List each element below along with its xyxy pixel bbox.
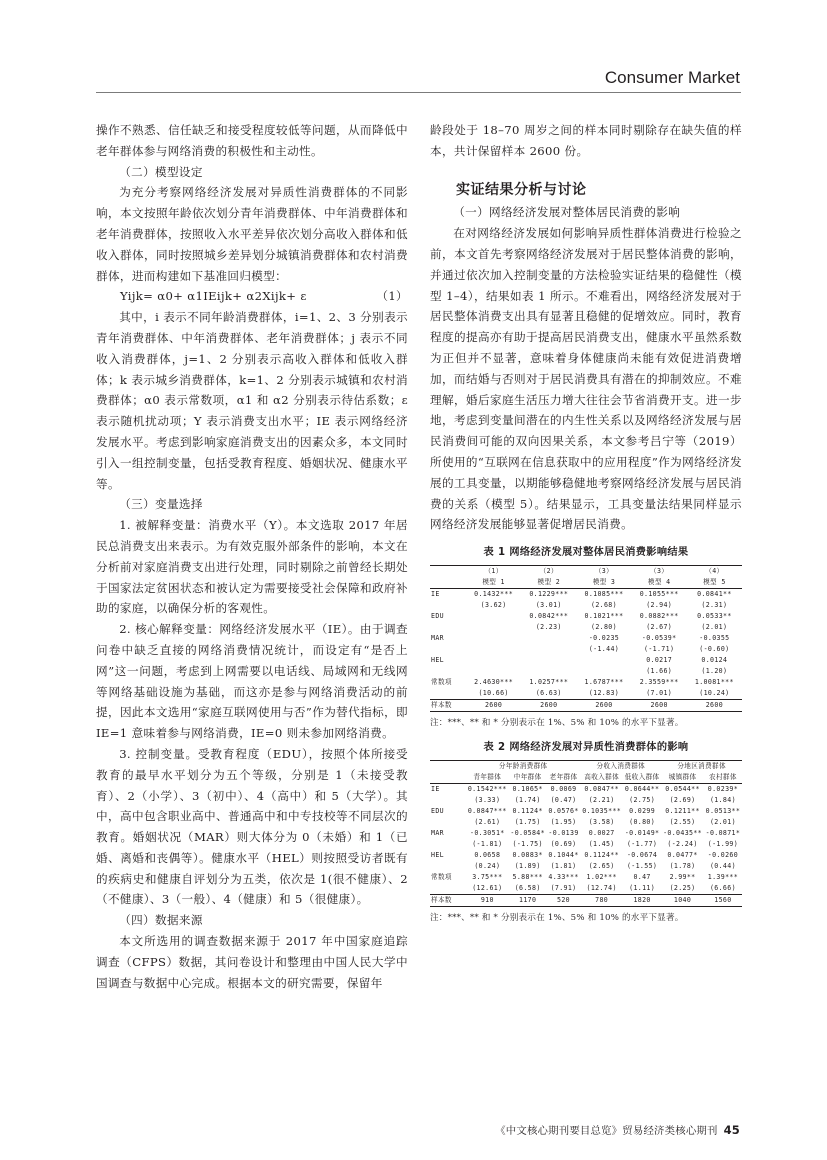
table2-note: 注：***、** 和 * 分别表示在 1%、5% 和 10% 的水平下显著。	[430, 913, 684, 924]
right-column	[430, 120, 742, 925]
row-label	[430, 622, 466, 633]
table-cell: (2.61)	[474, 818, 501, 827]
table-cell: 1820	[623, 895, 661, 907]
table-cell: (3.01)	[535, 601, 562, 610]
paragraph: 其中，i 表示不同年龄消费群体，i=1、2、3 分别表示青年消费群体、中年消费群体、老年消费群体；j 表示不同收入消费群体，j=1、2 分别表示高收入群体和低收入群体；k 表示城乡消费群体，k=1、2 分别表示城镇和农村消费群体；α0 表示常数项，α1 和 α2 分别表示待估系数；ε 表示随机扰动项；Y 表示消费支出水平；IE 表示网络经济发展水平。考虑到影响家庭消费支出的因素众多，本文同时引入一组控制变量，包括受教育程度、婚姻状况、健康水平等。	[96, 310, 408, 491]
table1-note: 注：***、** 和 * 分别表示在 1%、5% 和 10% 的水平下显著。	[430, 718, 684, 729]
table2-body	[430, 784, 742, 907]
table-cell: 0.0299	[629, 807, 656, 816]
table-cell: 4.33***	[548, 873, 579, 882]
table-cell: 0.1035***	[582, 807, 622, 816]
paragraph: 3. 控制变量。受教育程度（EDU），按照个体所接受教育的最早水平划分为五个等级，分别是 1（未接受教育）、2（小学）、3（初中）、4（高中）和 5（大学）。其中，高中包含职业高中、普通高中和中专技校等不同层次的教育。婚姻状况（MAR）则大体分为 0（未婚）和 1（已婚、离婚和丧偶等）。健康水平（HEL）则按照受访者既有的疾病史和健康自评划分为五类，依次是 1(很不健康）、2（不健康）、3（一般）、4（健康）和 5（很健康）。	[96, 746, 408, 907]
table-cell: (6.58)	[514, 884, 541, 893]
subsection-heading: （一）网络经济发展对整体居民消费的影响	[453, 205, 681, 220]
col-header: 模型 2	[537, 578, 561, 587]
group-header: 分年龄消费群体	[466, 761, 580, 773]
table-cell: -0.0435**	[663, 829, 702, 838]
table-cell: -0.0539*	[641, 634, 677, 643]
table-cell: (1.78)	[669, 862, 696, 871]
table-cell: 0.0027	[588, 829, 615, 838]
table-cell: 1.39***	[707, 873, 739, 882]
table-cell: 910	[466, 895, 509, 907]
table-cell: (-1.99)	[707, 840, 739, 849]
table-row	[430, 666, 742, 677]
table-cell: 0.1055***	[632, 589, 687, 601]
subsection-heading: （二）模型设定	[119, 164, 203, 179]
table-row	[430, 817, 742, 828]
table-cell: -0.0674	[626, 851, 658, 860]
table-cell: (2.23)	[535, 623, 562, 632]
table-cell: (0.69)	[550, 840, 577, 849]
col-header: 模型 4	[647, 578, 671, 587]
paragraph: 为充分考察网络经济发展对异质性消费群体的不同影响，本文按照年龄依次划分青年消费群体、中年消费群体和老年消费群体，按照收入水平差异依次划分高收入群体和低收入群体，同时按照城乡差异划分城镇消费群体和农村消费群体，进而构建如下基准回归模型：	[96, 185, 408, 283]
row-label: MAR	[431, 829, 444, 838]
col-header: 城镇群体	[668, 773, 697, 782]
table-row	[430, 850, 742, 861]
row-label	[430, 644, 466, 655]
table-cell: (1.89)	[514, 862, 541, 871]
table-cell: (-1.81)	[472, 840, 503, 849]
table-cell	[466, 622, 521, 633]
page-footer	[470, 1122, 740, 1137]
table-header-row	[430, 772, 742, 784]
table-cell: 0.0533**	[697, 612, 732, 621]
page-number: 45	[723, 1123, 740, 1137]
table-cell	[521, 644, 576, 655]
row-label	[430, 795, 466, 806]
col-number: （3）	[576, 566, 631, 578]
table-header-row	[430, 761, 742, 773]
table-cell: 0.0658	[474, 851, 501, 860]
table-cell: 0.0239*	[704, 784, 742, 796]
table-cell: 0.0882***	[639, 612, 679, 621]
table-cell: (2.55)	[669, 818, 696, 827]
table-cell: (1.11)	[629, 884, 656, 893]
table-cell: (2.68)	[591, 601, 617, 610]
table-cell: 0.0217	[646, 656, 673, 665]
col-header: 中年群体	[513, 773, 542, 782]
table-cell: 2.3559***	[639, 678, 679, 687]
table-cell: (3.62)	[480, 601, 507, 610]
table-cell: -0.0260	[707, 851, 739, 860]
table-cell: -0.0355	[699, 634, 730, 643]
table-cell: (0.80)	[629, 818, 656, 827]
table-cell: 3.75***	[472, 873, 503, 882]
table-cell: (3.33)	[474, 796, 501, 805]
table-cell: -0.0871*	[705, 829, 741, 838]
table-row	[430, 883, 742, 895]
col-header: 模型 5	[703, 578, 726, 587]
table-row	[430, 700, 742, 712]
row-label	[430, 600, 466, 611]
table-cell: 1.0257***	[529, 678, 569, 687]
table-cell: (12.83)	[588, 689, 620, 698]
table-cell: 520	[547, 895, 581, 907]
col-header: 老年群体	[549, 773, 578, 782]
table-cell: (1.74)	[514, 796, 541, 805]
table-cell: 1.02***	[586, 873, 617, 882]
table-cell: 0.1229***	[521, 589, 576, 601]
table-cell	[466, 633, 521, 644]
row-label: HEL	[431, 851, 444, 860]
row-label: EDU	[431, 807, 444, 816]
col-number: （1）	[466, 566, 521, 578]
row-label: IE	[430, 589, 466, 601]
table-cell: 2600	[576, 700, 631, 712]
table-row	[430, 895, 742, 907]
col-header: 青年群体	[473, 773, 502, 782]
paragraph: 龄段处于 18–70 周岁之间的样本同时剔除存在缺失值的样本，共计保留样本 2600 份。	[430, 123, 742, 158]
table-cell: 0.0883*	[512, 851, 543, 860]
table-row	[430, 784, 742, 796]
table-cell: (-1.75)	[512, 840, 543, 849]
table1	[430, 565, 742, 712]
table2	[430, 760, 742, 907]
table-cell: (2.75)	[629, 796, 656, 805]
table-cell: (2.25)	[669, 884, 696, 893]
col-header: 农村群体	[709, 773, 737, 782]
table-cell: 0.0513**	[705, 807, 741, 816]
table-cell: 2.4630***	[474, 678, 514, 687]
equation-number: （1）	[376, 289, 408, 304]
table-cell: 5.88***	[512, 873, 543, 882]
table-cell: 2600	[521, 700, 576, 712]
table-cell: (2.65)	[588, 862, 615, 871]
table-cell: (2.94)	[646, 601, 673, 610]
table-cell: 2600	[687, 700, 742, 712]
subsection-heading: （四）数据来源	[119, 913, 203, 928]
table-cell: 1170	[509, 895, 547, 907]
table-cell: (2.01)	[709, 818, 736, 827]
row-label: EDU	[431, 612, 444, 621]
table-cell: (1.45)	[588, 840, 615, 849]
table-cell: (1.66)	[646, 667, 673, 676]
row-label: MAR	[431, 634, 444, 643]
table-cell: (-1.71)	[644, 645, 675, 654]
table-cell: 0.1124**	[584, 851, 619, 860]
table-cell: -0.0584*	[510, 829, 545, 838]
table-cell: (2.01)	[701, 623, 728, 632]
table-cell: (6.66)	[709, 884, 736, 893]
table-cell: 2.99**	[669, 873, 696, 882]
table-cell: (12.74)	[586, 884, 617, 893]
table-cell: (-1.77)	[626, 840, 658, 849]
table-cell: (7.91)	[550, 884, 577, 893]
table-row	[430, 655, 742, 666]
table-row	[430, 600, 742, 611]
table-row	[430, 795, 742, 806]
table-row	[430, 861, 742, 872]
table-cell: (10.66)	[478, 689, 509, 698]
table-cell: 1040	[661, 895, 704, 907]
table-cell	[466, 655, 521, 666]
paragraph: 2. 核心解释变量：网络经济发展水平（IE）。由于调查问卷中缺乏直接的网络消费情况统计，而设定有“是否上网”这一问题，考虑到上网需要以电话线、局域网和无线网等网络基础设施为基础，而这亦是参与网络消费活动的前提，因此本文选用“家庭互联网使用与否”作为替代指标，即 IE=1 意味着参与网络消费，IE=0 则未参加网络消费。	[96, 622, 408, 741]
table-cell: (6.63)	[535, 689, 562, 698]
table-cell: (1.95)	[550, 818, 577, 827]
table-row	[430, 644, 742, 655]
table-cell	[466, 611, 521, 622]
paragraph: 1. 被解释变量：消费水平（Y）。本文选取 2017 年居民总消费支出来表示。为有效克服外部条件的影响，本文在分析前对家庭消费支出进行处理，同时剔除之前曾经长期处于国家法定贫困状态和被认定为需要接受社会保障和政府补助的家庭，以确保分析的客观性。	[96, 518, 408, 616]
table-cell: 1.0081***	[694, 678, 734, 687]
table-cell: (1.81)	[550, 862, 577, 871]
table-cell: 0.1044*	[548, 851, 579, 860]
running-header: Consumer Market	[604, 68, 740, 87]
row-label: 样本数	[430, 700, 466, 712]
table-cell: 0.1211**	[665, 807, 700, 816]
table-cell: 0.0842***	[529, 612, 569, 621]
table-cell: (2.80)	[591, 623, 617, 632]
row-label	[430, 883, 466, 895]
table-row	[430, 677, 742, 688]
table-cell: 0.0544**	[661, 784, 704, 796]
table-cell: 0.1085***	[576, 589, 631, 601]
table-row	[430, 688, 742, 700]
table-row	[430, 839, 742, 850]
row-label	[430, 817, 466, 828]
row-label	[430, 688, 466, 700]
table-cell: (2.31)	[701, 601, 728, 610]
table-cell: 0.1124*	[512, 807, 543, 816]
table-row	[430, 622, 742, 633]
table-cell: (2.69)	[669, 796, 696, 805]
table-row	[430, 872, 742, 883]
col-number: （4）	[687, 566, 742, 578]
table-cell: (0.24)	[474, 862, 501, 871]
table-cell: (-1.44)	[588, 645, 620, 654]
col-header: 模型 3	[592, 578, 616, 587]
paragraph: 操作不熟悉、信任缺乏和接受程度较低等问题，从而降低中老年群体参与网络消费的积极性和主动性。	[96, 123, 408, 158]
row-label	[430, 666, 466, 677]
table-cell: (3.58)	[588, 818, 615, 827]
table-cell: 1.6787***	[584, 678, 624, 687]
table-row	[430, 806, 742, 817]
col-header: 高收入群体	[584, 773, 620, 782]
table-cell: (1.84)	[709, 796, 736, 805]
row-label	[430, 861, 466, 872]
equation	[96, 286, 408, 307]
table-cell	[521, 655, 576, 666]
table-cell: 1560	[704, 895, 742, 907]
row-label: 样本数	[430, 895, 466, 907]
row-label: 常数项	[431, 873, 452, 882]
table-header-row	[430, 566, 742, 578]
table-cell: 0.0124	[701, 656, 728, 665]
row-label: 常数项	[431, 678, 452, 687]
subsection-heading: （三）变量选择	[119, 497, 203, 512]
table-cell: 0.0847**	[580, 784, 623, 796]
table-cell: 0.0477*	[667, 851, 698, 860]
table-cell: (-1.55)	[626, 862, 658, 871]
col-header: 模型 1	[482, 578, 505, 587]
table-cell: 0.1065*	[509, 784, 547, 796]
table-cell: (-2.24)	[667, 840, 698, 849]
table-cell: (2.67)	[646, 623, 673, 632]
table-cell	[576, 655, 631, 666]
table-cell: 0.0841**	[687, 589, 742, 601]
col-header: 低收入群体	[624, 773, 660, 782]
table-cell: -0.0139	[548, 829, 579, 838]
table-cell: 0.1021***	[584, 612, 624, 621]
table-cell: (7.01)	[646, 689, 673, 698]
table-cell: 0.1432***	[466, 589, 521, 601]
left-column	[96, 120, 408, 993]
table-cell: 2600	[466, 700, 521, 712]
group-header: 分地区消费群体	[661, 761, 742, 773]
table-cell: (0.44)	[709, 862, 736, 871]
col-number: （2）	[521, 566, 576, 578]
table-cell	[466, 644, 521, 655]
group-header: 分收入消费群体	[580, 761, 661, 773]
table-cell: 0.0069	[547, 784, 581, 796]
table-cell	[576, 666, 631, 677]
table-cell: (2.21)	[588, 796, 615, 805]
table-cell: 780	[580, 895, 623, 907]
col-number: （3）	[632, 566, 687, 578]
table1-body	[430, 589, 742, 712]
section-heading: 实证结果分析与讨论	[456, 181, 587, 198]
table-cell: (1.75)	[514, 818, 541, 827]
table-row	[430, 633, 742, 644]
table-cell: (12.61)	[472, 884, 503, 893]
table-cell: 0.47	[633, 873, 651, 882]
table-cell	[466, 666, 521, 677]
table-cell: 2600	[632, 700, 687, 712]
table-header-row	[430, 577, 742, 589]
table-row	[430, 611, 742, 622]
table-cell: (1.20)	[701, 667, 728, 676]
table-cell: 0.0576*	[548, 807, 579, 816]
equation-body: Yijk= α0+ α1IEijk+ α2Xijk+ ε	[120, 289, 307, 304]
table-cell: -0.0235	[588, 634, 620, 643]
table-cell	[521, 666, 576, 677]
table-cell: 0.0847***	[467, 807, 507, 816]
table2-caption: 表 2 网络经济发展对异质性消费群体的影响	[483, 742, 689, 754]
table-row	[430, 589, 742, 601]
row-label: HEL	[431, 656, 444, 665]
paragraph: 在对网络经济发展如何影响异质性群体消费进行检验之前，本文首先考察网络经济发展对于居民整体消费的影响，并通过依次加入控制变量的方法检验实证结果的稳健性（模型 1–4），结果如表 1 所示。不难看出，网络经济发展对于居民整体消费支出具有显著且稳健的促增效应。同时，教育程度的提高亦有助于提高居民消费支出，健康水平虽然系数为正但并不显著，意味着身体健康尚未能有效促进消费增加，而结婚与否则对于居民消费具有潜在的抑制效应。不难理解，婚后家庭生活压力增大往往会节省消费开支。进一步地，考虑到变量间潜在的内生性关系以及网络经济发展与居民消费间可能的双向因果关系，本文参考吕宁等（2019）所使用的“互联网在信息获取中的应用程度”作为网络经济发展的工具变量，以期能够稳健地考察网络经济发展与居民消费的关系（模型 5）。结果显示，工具变量法结果同样显示网络经济发展能够显著促增居民消费。	[430, 226, 742, 532]
table-cell: 0.1542***	[467, 785, 507, 794]
row-label	[430, 839, 466, 850]
journal-name: 《中文核心期刊要目总览》贸易经济类核心期刊	[495, 1125, 718, 1137]
paragraph: 本文所选用的调查数据来源于 2017 年中国家庭追踪调查（CFPS）数据，其问卷设计和整理由中国人民大学中国调查与数据中心完成。根据本文的研究需要，保留年	[96, 934, 408, 990]
table-cell	[521, 633, 576, 644]
row-label: IE	[430, 784, 466, 796]
table-cell: 0.0644**	[624, 785, 660, 794]
table-cell: (0.47)	[550, 796, 577, 805]
header-rule	[96, 92, 741, 93]
table-cell: (10.24)	[699, 689, 730, 698]
table-row	[430, 828, 742, 839]
table1-caption: 表 1 网络经济发展对整体居民消费影响结果	[483, 547, 689, 559]
table-cell: -0.3051*	[470, 829, 505, 838]
table-cell: (-0.60)	[699, 645, 730, 654]
table-cell: -0.0149*	[624, 829, 660, 838]
